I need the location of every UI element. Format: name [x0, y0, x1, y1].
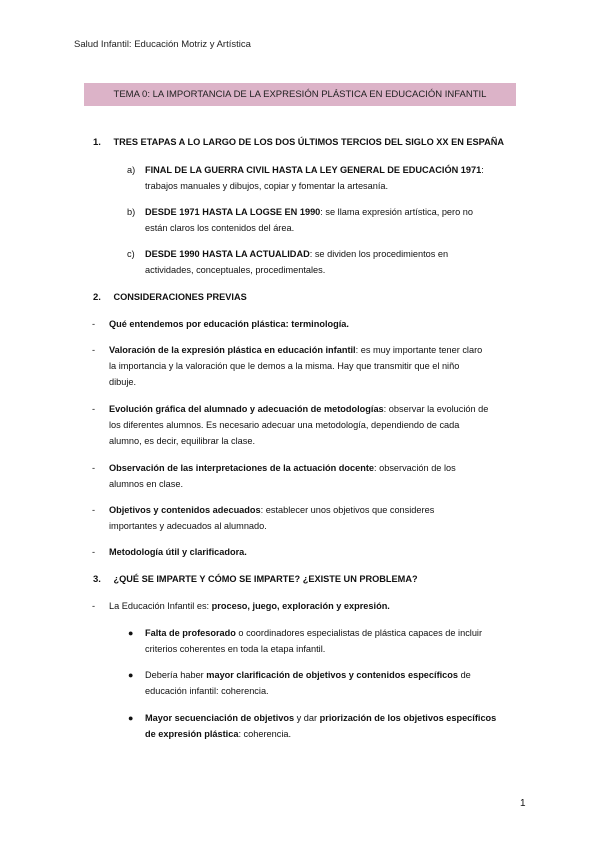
item-1c-rest: : se dividen los procedimientos en — [309, 249, 449, 259]
section-2-number: 2. — [93, 292, 101, 303]
item-1b-line2: están claros los contenidos del área. — [145, 223, 295, 233]
list-dash: - — [92, 345, 96, 355]
item-3-intro-plain: La Educación Infantil es: — [109, 601, 212, 611]
item-2-2 — [109, 342, 482, 358]
bullet-3-2-bold: mayor clarificación de objetivos y contenidos específicos — [206, 670, 459, 680]
bullet-3-1-bold: Falta de profesorado — [145, 628, 236, 638]
item-1a-marker: a) — [127, 165, 136, 175]
item-2-3-line3: alumno, es decir, equilibrar la clase. — [109, 436, 256, 446]
item-2-3 — [109, 401, 488, 417]
page-header: Salud Infantil: Educación Motriz y Artística — [74, 39, 251, 50]
bullet-3-3-bold2: priorización de los objetivos específicos — [319, 713, 497, 723]
page-number: 1 — [520, 798, 526, 809]
item-2-4-bold: Observación de las interpretaciones de la actuación docente — [109, 463, 374, 473]
item-2-6: Metodología útil y clarificadora. — [109, 547, 247, 557]
list-dash: - — [92, 601, 96, 611]
item-2-4-line2: alumnos en clase. — [109, 479, 184, 489]
item-2-4-rest: : observación de los — [374, 463, 456, 473]
list-dash: - — [92, 463, 96, 473]
bullet-3-2-line2: educación infantil: coherencia. — [145, 686, 269, 696]
item-2-3-bold: Evolución gráfica del alumnado y adecuación de metodologías — [109, 404, 384, 414]
section-3-heading — [93, 571, 418, 588]
bullet-icon: ● — [128, 713, 134, 723]
bullet-3-2-rest: de — [458, 670, 471, 680]
item-3-intro — [109, 598, 390, 614]
section-1-title: TRES ETAPAS A LO LARGO DE LOS DOS ÚLTIMOS TERCIOS DEL SIGLO XX EN ESPAÑA — [113, 137, 504, 147]
bullet-icon: ● — [128, 670, 134, 680]
section-3-number: 3. — [93, 574, 101, 585]
bullet-3-2-plain: Debería haber — [145, 670, 207, 680]
bullet-3-3-line2 — [145, 726, 291, 742]
bullet-3-2 — [145, 667, 471, 683]
item-2-5-bold: Objetivos y contenidos adecuados — [109, 505, 261, 515]
item-1c-bold: DESDE 1990 HASTA LA ACTUALIDAD — [145, 249, 310, 259]
bullet-icon: ● — [128, 628, 134, 638]
bullet-3-1 — [145, 625, 482, 641]
item-2-5-line2: importantes y adecuados al alumnado. — [109, 521, 267, 531]
item-1b — [145, 204, 473, 220]
item-1a — [145, 162, 484, 178]
item-1b-marker: b) — [127, 207, 136, 217]
list-dash: - — [92, 319, 96, 329]
item-2-2-line3: dibuje. — [109, 377, 137, 387]
list-dash: - — [92, 547, 96, 557]
bullet-3-3-mid: y dar — [294, 713, 320, 723]
item-2-2-line2: la importancia y la valoración que le demos a la misma. Hay que transmitir que el niño — [109, 361, 460, 371]
bullet-3-3-line2-bold: de expresión plástica — [145, 729, 239, 739]
item-1b-bold: DESDE 1971 HASTA LA LOGSE EN 1990 — [145, 207, 321, 217]
item-1a-rest: : — [481, 165, 484, 175]
item-1b-rest: : se llama expresión artística, pero no — [320, 207, 473, 217]
item-2-2-bold: Valoración de la expresión plástica en educación infantil — [109, 345, 356, 355]
section-2-heading — [93, 289, 247, 306]
document-title: TEMA 0: LA IMPORTANCIA DE LA EXPRESIÓN PLÁSTICA EN EDUCACIÓN INFANTIL — [84, 83, 516, 106]
section-3-title: ¿QUÉ SE IMPARTE Y CÓMO SE IMPARTE? ¿EXISTE UN PROBLEMA? — [113, 574, 418, 584]
bullet-3-1-line2: criterios coherentes en toda la etapa infantil. — [145, 644, 326, 654]
item-1a-line2: trabajos manuales y dibujos, copiar y fomentar la artesanía. — [145, 181, 389, 191]
section-1-heading — [93, 134, 504, 151]
list-dash: - — [92, 404, 96, 414]
item-2-1: Qué entendemos por educación plástica: terminología. — [109, 319, 349, 329]
section-1-number: 1. — [93, 137, 101, 148]
bullet-3-3-bold: Mayor secuenciación de objetivos — [145, 713, 295, 723]
item-1c — [145, 246, 448, 262]
list-dash: - — [92, 505, 96, 515]
bullet-3-3-line2-rest: : coherencia. — [238, 729, 292, 739]
item-1a-bold: FINAL DE LA GUERRA CIVIL HASTA LA LEY GENERAL DE EDUCACIÓN 1971 — [145, 165, 482, 175]
bullet-3-3 — [145, 710, 496, 726]
item-2-2-rest: : es muy importante tener claro — [355, 345, 483, 355]
item-2-5 — [109, 502, 434, 518]
item-2-5-rest: : establecer unos objetivos que consideres — [260, 505, 435, 515]
item-2-3-rest: : observar la evolución de — [383, 404, 489, 414]
bullet-3-1-rest: o coordinadores especialistas de plástica capaces de incluir — [235, 628, 483, 638]
item-2-3-line2: los diferentes alumnos. Es necesario adecuar una metodología, dependiendo de cada — [109, 420, 460, 430]
item-3-intro-bold: proceso, juego, exploración y expresión. — [211, 601, 390, 611]
item-1c-line2: actividades, conceptuales, procedimentales. — [145, 265, 326, 275]
item-1c-marker: c) — [127, 249, 135, 259]
item-2-4 — [109, 460, 456, 476]
section-2-title: CONSIDERACIONES PREVIAS — [113, 292, 247, 302]
